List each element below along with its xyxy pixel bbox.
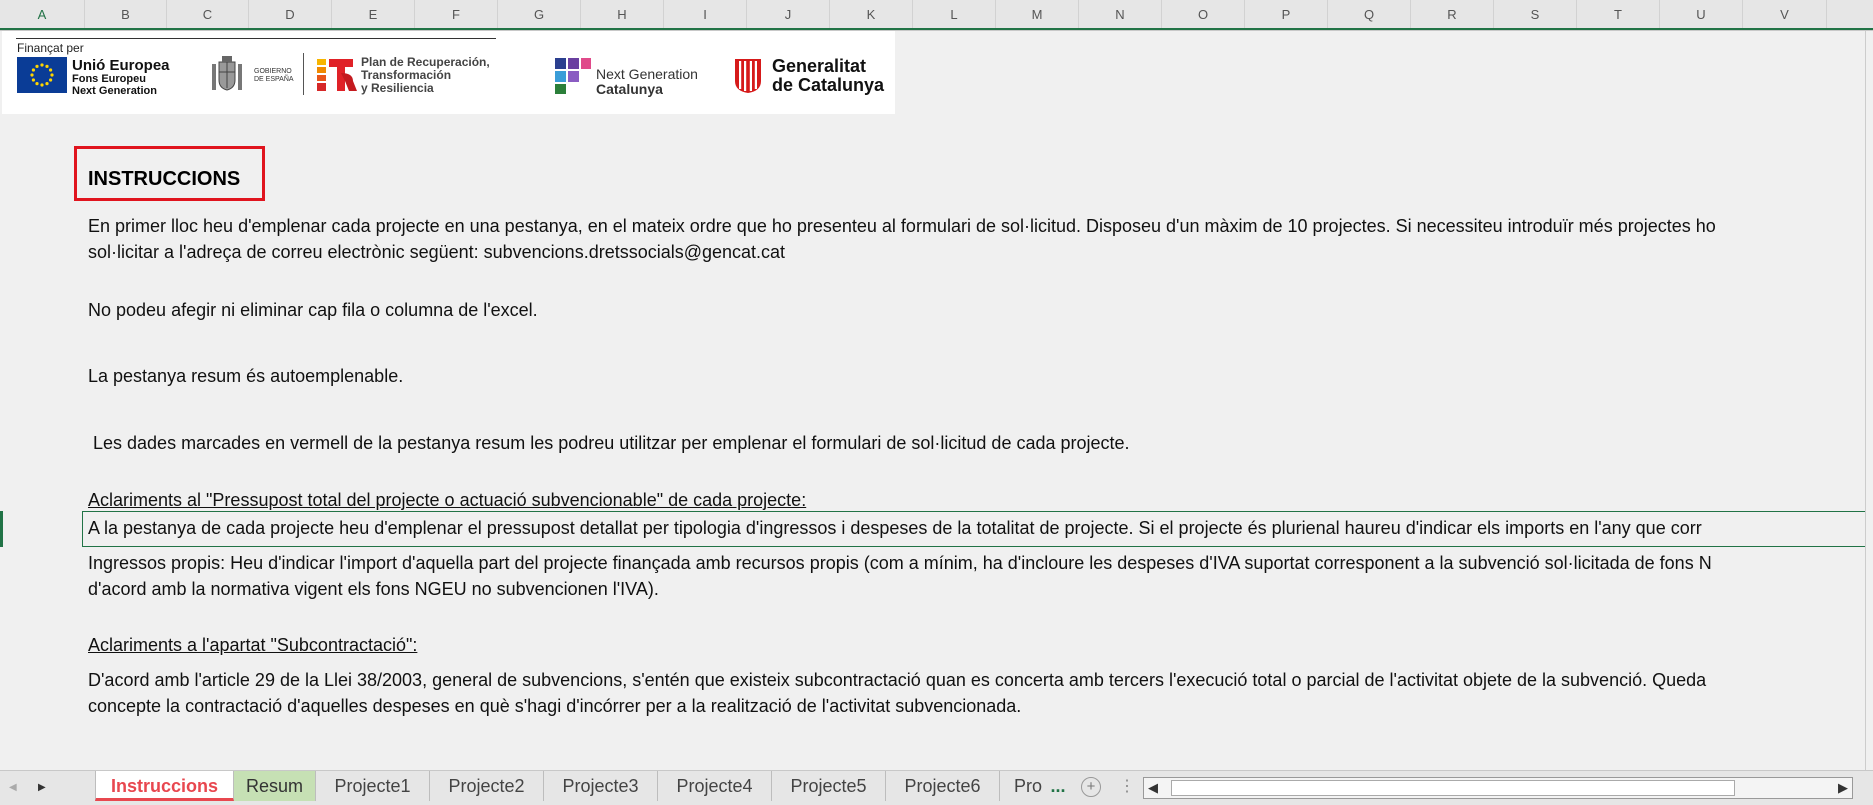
column-header-c[interactable]: C: [167, 0, 249, 30]
column-header-m[interactable]: M: [996, 0, 1079, 30]
logo-separator: [303, 53, 304, 95]
banner-rule: [16, 38, 496, 39]
tab-projecte1[interactable]: Projecte1: [316, 771, 430, 801]
paragraph-ingressos-line-2: d'acord amb la normativa vigent els fons NGEU no subvencionen l'IVA).: [88, 579, 659, 599]
tab-projecte7-truncated[interactable]: Pro: [1013, 776, 1042, 796]
column-header-j[interactable]: J: [747, 0, 830, 30]
more-tabs-button[interactable]: ...: [1050, 776, 1066, 796]
ngc-text: [596, 67, 698, 97]
column-header-s[interactable]: S: [1494, 0, 1577, 30]
tab-projecte4[interactable]: Projecte4: [658, 771, 772, 801]
eu-line-2: Fons Europeu: [72, 73, 146, 85]
tab-instruccions[interactable]: Instruccions: [95, 771, 234, 801]
gobierno-line-2: DE ESPAÑA: [254, 76, 294, 83]
heading-pressupost: Aclariments al "Pressupost total del projecte o actuació subvencionable" de cada projecte:: [88, 490, 807, 510]
column-header-p[interactable]: P: [1245, 0, 1328, 30]
paragraph-pressupost: A la pestanya de cada projecte heu d'emplenar el pressupost detallat per tipologia d'ingressos i despeses de la totalitat de projecte. Si el projecte és plurienal haureu d'indicar els imports en l'any que corr: [88, 518, 1702, 538]
paragraph-intro-line-2: sol·licitar a l'adreça de correu electrònic següent: subvencions.dretssocials@gencat.cat: [88, 242, 786, 262]
generalitat-logo-icon: [733, 57, 763, 95]
ngc-line-1: Next Generation: [596, 66, 698, 82]
tab-resum[interactable]: Resum: [234, 771, 316, 801]
column-header-g[interactable]: G: [498, 0, 581, 30]
eu-line-3: Next Generation: [72, 85, 157, 97]
column-header-e[interactable]: E: [332, 0, 415, 30]
page-title: INSTRUCCIONS: [88, 168, 241, 190]
column-header-f[interactable]: F: [415, 0, 498, 30]
heading-subcontractacio: Aclariments a l'apartat "Subcontractació":: [88, 635, 418, 655]
gencat-line-1: Generalitat: [772, 56, 867, 76]
gobierno-text: [254, 68, 294, 84]
scroll-thumb[interactable]: [1171, 780, 1735, 796]
column-header-h[interactable]: H: [581, 0, 664, 30]
tab-projecte2[interactable]: Projecte2: [430, 771, 544, 801]
column-header-k[interactable]: K: [830, 0, 913, 30]
paragraph-no-rows: No podeu afegir ni eliminar cap fila o columna de l'excel.: [88, 300, 538, 320]
tab-projecte3[interactable]: Projecte3: [544, 771, 658, 801]
paragraph-resum: La pestanya resum és autoemplenable.: [88, 366, 404, 386]
tab-options-icon[interactable]: ⋮: [1119, 778, 1135, 795]
column-header-v[interactable]: V: [1743, 0, 1827, 30]
gobierno-line-1: GOBIERNO: [254, 68, 292, 75]
prtr-logo-icon: [311, 55, 359, 95]
next-sheet-icon[interactable]: ▶: [38, 782, 46, 793]
column-header-a[interactable]: A: [0, 0, 85, 30]
prtr-text: [361, 56, 490, 95]
column-header-d[interactable]: D: [249, 0, 332, 30]
tab-projecte5[interactable]: Projecte5: [772, 771, 886, 801]
financed-by-label: Finançat per: [17, 41, 84, 55]
prtr-line-1: Plan de Recuperación,: [361, 55, 490, 69]
sheet-tab-bar: [0, 770, 1873, 805]
generalitat-text: [772, 57, 884, 95]
paragraph-ingressos-line-1: Ingressos propis: Heu d'indicar l'import d'aquella part del projecte finançada amb recursos propis (com a mínim, ha d'incloure les despeses d'IVA suportat corresponent a la subvenció sol·licitada de fons N: [88, 553, 1712, 573]
column-header-bar: [0, 0, 1873, 31]
eu-text: [72, 58, 170, 97]
column-header-n[interactable]: N: [1079, 0, 1162, 30]
selection-indicator: [0, 28, 1873, 30]
column-header-t[interactable]: T: [1577, 0, 1660, 30]
funding-logos-banner: [2, 31, 895, 114]
ngc-logo-icon: [555, 58, 591, 94]
scroll-right-icon[interactable]: ▶: [1838, 780, 1848, 795]
tab-projecte6[interactable]: Projecte6: [886, 771, 1000, 801]
scroll-left-icon[interactable]: ◀: [1148, 780, 1158, 795]
prev-sheet-icon[interactable]: ◀: [9, 782, 17, 793]
paragraph-subcontractacio-line-2: concepte la contractació d'aquelles despeses en què s'hagi d'incórrer per a la realització de l'activitat subvencionada.: [88, 696, 1022, 716]
paragraph-red-data: Les dades marcades en vermell de la pestanya resum les podreu utilitzar per emplenar el formulari de sol·licitud de cada projecte.: [88, 433, 1130, 453]
paragraph-intro-line-1: En primer lloc heu d'emplenar cada projecte en una pestanya, en el mateix ordre que ho presenteu al formulari de sol·licitud. Disposeu d'un màxim de 10 projectes. Si necessiteu introduïr més projectes ho: [88, 216, 1716, 236]
vertical-scrollbar[interactable]: [1865, 31, 1873, 770]
column-header-r[interactable]: R: [1411, 0, 1494, 30]
prtr-line-3: y Resiliencia: [361, 81, 434, 95]
column-header-u[interactable]: U: [1660, 0, 1743, 30]
horizontal-scrollbar[interactable]: [1143, 777, 1853, 799]
paragraph-subcontractacio-line-1: D'acord amb l'article 29 de la Llei 38/2003, general de subvencions, s'entén que existeix subcontractació quan es concerta amb tercers l'execució total o parcial de l'activitat objete de la subvenció. Queda: [88, 670, 1707, 690]
gencat-line-2: de Catalunya: [772, 75, 885, 95]
column-header-q[interactable]: Q: [1328, 0, 1411, 30]
column-header-i[interactable]: I: [664, 0, 747, 30]
column-header-l[interactable]: L: [913, 0, 996, 30]
eu-flag-icon: [17, 57, 67, 93]
column-header-o[interactable]: O: [1162, 0, 1245, 30]
column-header-b[interactable]: B: [85, 0, 167, 30]
prtr-line-2: Transformación: [361, 68, 452, 82]
worksheet-grid[interactable]: [0, 31, 1865, 770]
spain-coat-of-arms-icon: [208, 54, 246, 96]
add-sheet-icon[interactable]: +: [1081, 777, 1101, 797]
ngc-line-2: Catalunya: [596, 81, 663, 97]
row-selection-indicator: [0, 511, 3, 547]
eu-line-1: Unió Europea: [72, 57, 170, 74]
